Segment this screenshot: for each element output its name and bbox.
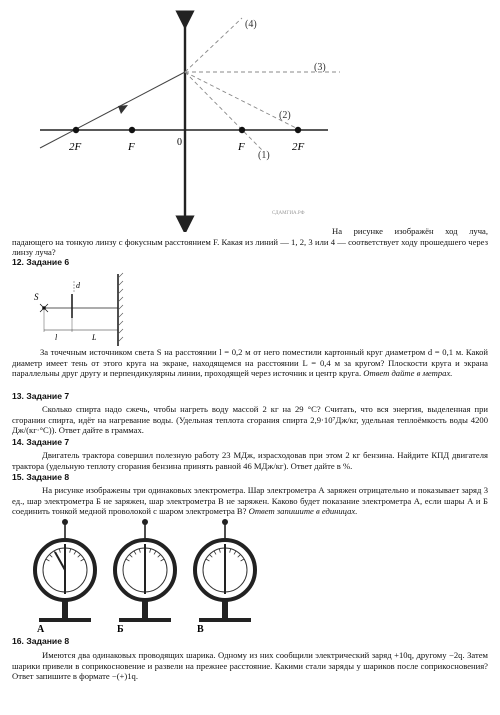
task8-text [12, 485, 488, 517]
task6-answer-hint: Ответ дайте в метрах. [363, 368, 453, 379]
task7-heading: 13. Задание 7 [12, 391, 70, 401]
task8-heading: 15. Задание 8 [12, 472, 70, 482]
ray-1 [185, 72, 262, 150]
point-f-left [129, 127, 135, 133]
label-3: (3) [314, 62, 326, 73]
lens-figure [0, 0, 500, 232]
task7b-text: Двигатель трактора совершил полезную работу 23 МДж, израсходовав при этом 2 кг бензина. Найдите КПД двигателя трактора (удельную теплоту сгорания бензина принять равной 46 МДж/кг). Ответ дайте в %. [12, 450, 488, 471]
label-f-right: F [238, 141, 245, 153]
watermark: СДАМГИА.РФ [272, 211, 305, 216]
label-2f-left: 2F [69, 141, 82, 153]
electrometer-1 [35, 519, 95, 635]
label-4: (4) [245, 19, 257, 30]
electrometer-label-2: Б [117, 624, 124, 635]
electrometer-2 [115, 519, 175, 635]
task8-answer-hint: Ответ запишите в единицах. [248, 506, 358, 517]
electrometer-3 [195, 519, 255, 635]
task8b-text: Имеются два одинаковых проводящих шарика. Одному из них сообщили электрический заряд +10q, другому −2q. Затем шарики привели в соприкосновение и развели на прежнее расстояние. Какими стали заряды у шариков после соприкосновения? Ответ запишите в формате −(+)1q. [12, 650, 488, 682]
task7-text: Сколько спирта надо сжечь, чтобы нагреть воду массой 2 кг на 29 °С? Считать, что вся энергия, выделенная при сгорании спирта, идёт на нагревание воды. (Удельная теплота сгорания спирта 2,9·10⁷Дж/кг, удельная теплоёмкость воды 4200 Дж/(кг·°С)). Ответ дайте в граммах. [12, 404, 488, 436]
label-zero: 0 [177, 137, 182, 148]
label-f-left: F [128, 141, 135, 153]
electrometers-figure [20, 518, 270, 636]
task8b-heading: 16. Задание 8 [12, 636, 70, 646]
task6-heading: 12. Задание 6 [12, 257, 70, 267]
label-2f-right: 2F [292, 141, 305, 153]
point-2f-right [295, 127, 301, 133]
fig-label-l: l [55, 333, 58, 342]
ray-4 [185, 18, 242, 72]
task6-body: За точечным источником света S на расстоянии l = 0,2 м от него поместили картонный круг диаметром d = 0,1 м. Какой диаметр имеет тень от этого круга на экране, находящемся на расстоянии L = 0,4 м за кругом? Плоскости круга и экрана параллельны друг другу и перпендикулярны линии, проходящей через источник и центр круга. [12, 347, 488, 379]
shadow-figure [30, 270, 130, 348]
fig-label-s: S [34, 292, 39, 302]
label-1: (1) [258, 150, 270, 161]
label-2: (2) [279, 110, 291, 121]
incident-ray [40, 72, 185, 148]
lens-task-text: На рисунке изображён ход луча, падающего на тонкую линзу с фокусным расстоянием F. Какая из линий — 1, 2, 3 или 4 — соответствует ходу прошедшего через линзу луча? [12, 226, 488, 258]
point-2f-left [73, 127, 79, 133]
task7b-heading: 14. Задание 7 [12, 437, 70, 447]
task8-body: На рисунке изображены три одинаковых электрометра. Шар электрометра А заряжен отрицательно и показывает заряд 3 ед., шар электрометра Б не заряжен, шар электрометра В не заряжен. Каково будет показание электрометра А, если шары А и Б соединить тонкой медной проволокой с шаром электрометра В? [12, 485, 488, 517]
task6-text [12, 347, 488, 379]
point-f-right [239, 127, 245, 133]
fig-label-d: d [76, 281, 80, 290]
ray-2 [185, 72, 300, 130]
fig-label-L: L [92, 333, 97, 342]
electrometer-label-1: А [37, 624, 45, 635]
electrometer-label-3: В [197, 624, 204, 635]
